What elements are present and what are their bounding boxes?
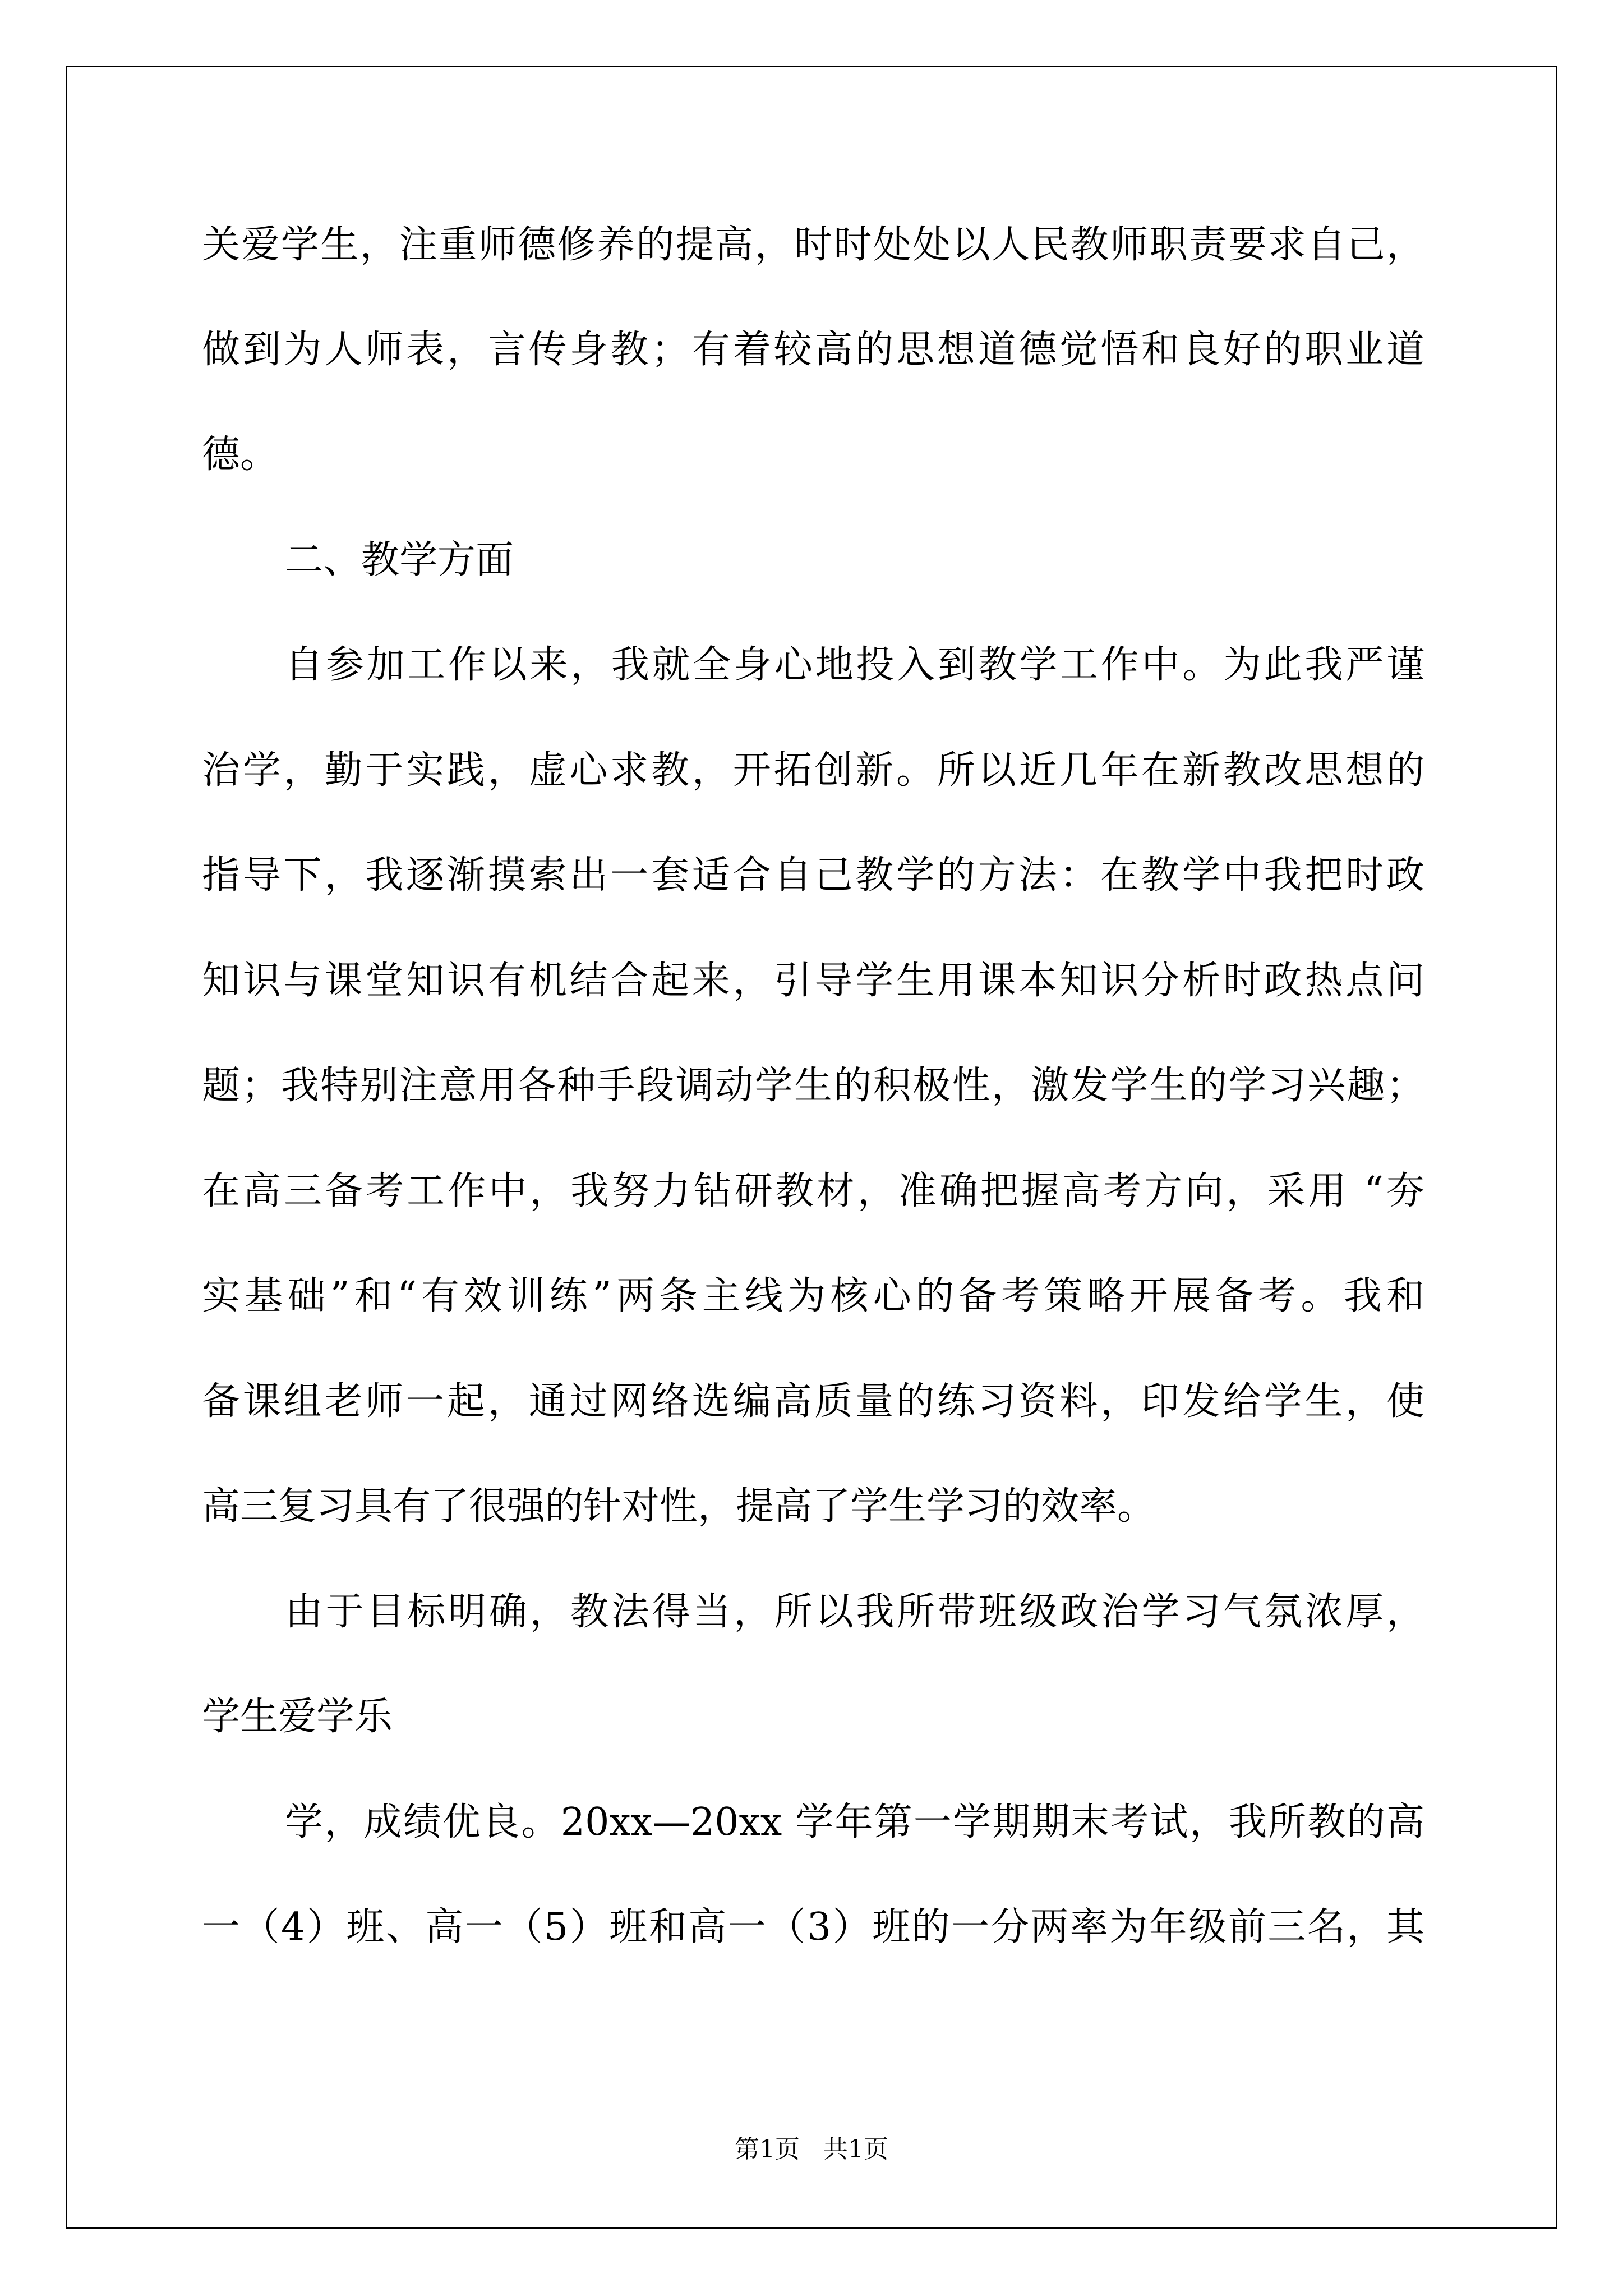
text-line: 德。 bbox=[202, 432, 279, 477]
text-line: 一（4）班、高一（5）班和高一（3）班的一分两率为年级前三名，其 bbox=[202, 1905, 1424, 1949]
text-line: 学，成绩优良。20xx—20xx 学年第一学期期末考试，我所教的高 bbox=[285, 1800, 1424, 1844]
text-line: 备课组老师一起，通过网络选编高质量的练习资料，印发给学生，使 bbox=[202, 1379, 1424, 1424]
text-line: 指导下，我逐渐摸索出一套适合自己教学的方法：在教学中我把时政 bbox=[202, 853, 1424, 898]
text-line: 学生爱学乐 bbox=[202, 1695, 393, 1739]
page-border bbox=[66, 66, 1557, 2229]
text-line: 做到为人师表，言传身教；有着较高的思想道德觉悟和良好的职业道 bbox=[202, 328, 1424, 372]
text-line: 治学，勤于实践，虚心求教，开拓创新。所以近几年在新教改思想的 bbox=[202, 748, 1424, 793]
text-line: 题；我特别注意用各种手段调动学生的积极性，激发学生的学习兴趣； bbox=[202, 1064, 1424, 1108]
text-line: 由于目标明确，教法得当，所以我所带班级政治学习气氛浓厚， bbox=[285, 1590, 1424, 1634]
text-line: 高三复习具有了很强的针对性，提高了学生学习的效率。 bbox=[202, 1484, 1156, 1529]
text-line: 自参加工作以来，我就全身心地投入到教学工作中。为此我严谨 bbox=[285, 643, 1424, 687]
text-line: 实基础”和“有效训练”两条主线为核心的备考策略开展备考。我和 bbox=[202, 1274, 1424, 1318]
text-line: 在高三备考工作中，我努力钻研教材，准确把握高考方向，采用 “夯 bbox=[202, 1169, 1424, 1213]
text-line: 关爱学生，注重师德修养的提高，时时处处以人民教师职责要求自己， bbox=[202, 223, 1424, 267]
text-line: 知识与课堂知识有机结合起来，引导学生用课本知识分析时政热点问 bbox=[202, 959, 1424, 1003]
section-heading: 二、教学方面 bbox=[285, 538, 514, 582]
page-number-footer: 第1页 共1页 bbox=[735, 2135, 888, 2164]
